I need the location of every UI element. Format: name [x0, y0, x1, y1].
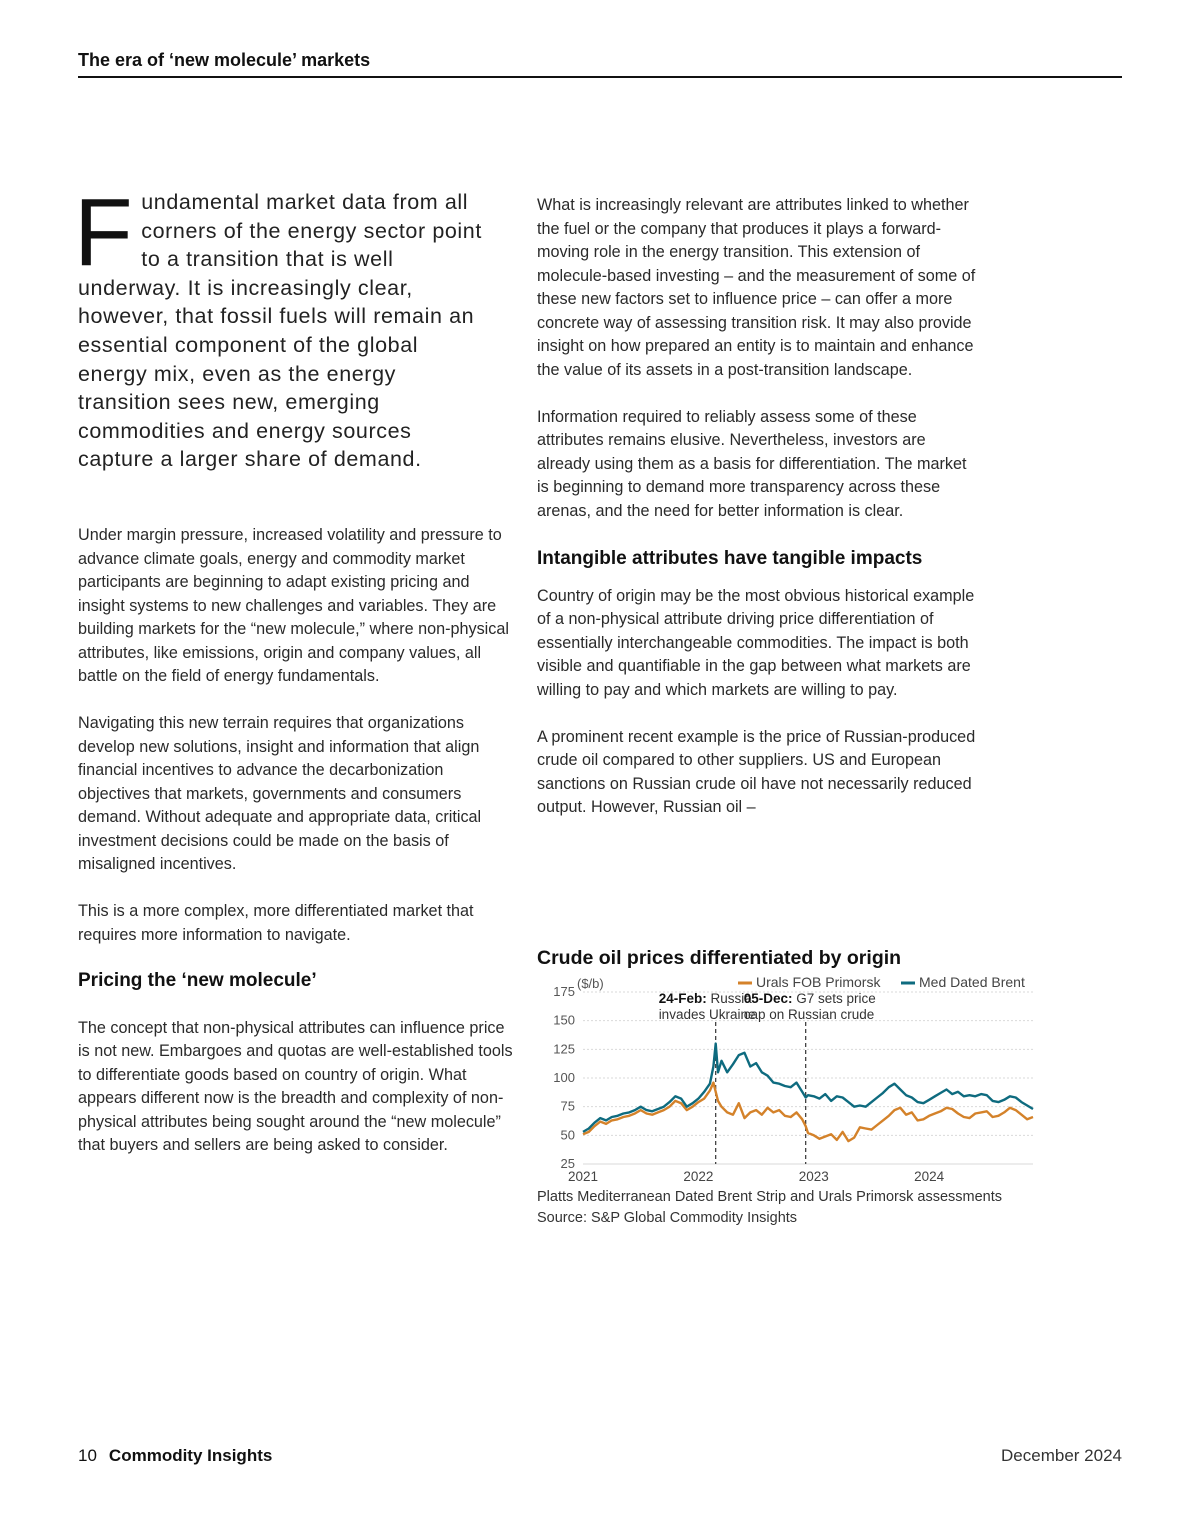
body-paragraph: The concept that non-physical attributes can influence price is not new. Embargoes and quotas are well-established tools to differentiate goods based on country of origin. What appears different now is the breadth and complexity of non-physical attributes being sought around the “new molecule” that buyers and sellers are being asked to consider.: [78, 1018, 513, 1154]
section-title: The era of ‘new molecule’ markets: [78, 50, 371, 70]
x-tick-label: 2023: [798, 1169, 829, 1184]
annotation-label: [659, 991, 753, 1006]
chart-caption: [537, 1187, 1057, 1229]
page-number: 10: [78, 1446, 97, 1465]
right-column: [537, 194, 977, 843]
y-tick-label: 100: [553, 1070, 575, 1085]
annotation-label-line2: cap on Russian crude: [743, 1007, 875, 1022]
annotation-text: G7 sets price: [796, 991, 876, 1006]
body-paragraph: What is increasingly relevant are attributes linked to whether the fuel or the company that produces it plays a forward-moving role in the energy transition. This extension of molecule-based investing – and the measurement of some of these new factors set to influence price – can offer a more concrete way of assessing transition risk. It may also provide insight on how prepared an entity is to maintain and enhance the value of its assets in a post-transition landscape.: [537, 196, 976, 379]
left-column: [78, 524, 518, 1181]
x-tick-label: 2024: [914, 1169, 945, 1184]
footer-left: [78, 1446, 272, 1466]
y-tick-label: 50: [560, 1127, 575, 1143]
lead-paragraph: [74, 179, 488, 474]
annotation-date: 05-Dec:: [743, 991, 797, 1006]
crude-oil-chart: [537, 972, 1047, 1187]
body-paragraph: This is a more complex, more differentiated market that requires more information to navigate.: [78, 902, 474, 944]
chart-caption-text: Platts Mediterranean Dated Brent Strip and Urals Primorsk assessments: [537, 1189, 1002, 1205]
y-tick-label: 150: [553, 1012, 575, 1028]
footer-brand: Commodity Insights: [108, 1446, 273, 1465]
chart-source: Source: S&P Global Commodity Insights: [537, 1210, 798, 1226]
y-tick-label: 25: [560, 1156, 575, 1171]
x-tick-label: 2022: [683, 1169, 714, 1184]
body-paragraph: Under margin pressure, increased volatility and pressure to advance climate goals, energy and commodity market participants are beginning to adapt existing pricing and insight systems to new challenges and variables. They are building markets for the “new molecule,” where non-physical attributes, like emissions, origin and company values, all battle on the field of energy fundamentals.: [78, 526, 509, 685]
x-tick-label: 2021: [567, 1169, 599, 1184]
annotation-date: 24-Feb:: [658, 991, 711, 1006]
lead-text: undamental market data from all corners of the energy sector point to a transition that is well underway. It is increasingly clear, however, that fossil fuels will remain an essential component of the global energy mix, even as the energy transition sees new, emerging commodities and energy sources capture a larger share of demand.: [78, 190, 482, 472]
y-tick-label: 125: [553, 1041, 575, 1057]
footer-date: December 2024: [1001, 1446, 1122, 1465]
dropcap: F: [74, 179, 134, 286]
annotation-label-line2: invades Ukraine: [658, 1007, 756, 1022]
body-paragraph: Country of origin may be the most obvious historical example of a non-physical attribute driving price differentiation of essentially interchangeable commodities. The impact is both visible and quantifiable in the gap between what markets are willing to pay and which markets are willing to pay.: [537, 586, 975, 699]
legend-label: Urals FOB Primorsk: [756, 974, 881, 990]
y-axis-label: ($/b): [577, 976, 604, 991]
y-tick-label: 75: [560, 1098, 575, 1114]
annotation-label: [744, 991, 876, 1006]
y-tick-label: 175: [553, 984, 575, 999]
header-rule: [78, 76, 1122, 78]
series-line-brent: [583, 1044, 1033, 1132]
body-paragraph: Navigating this new terrain requires that organizations develop new solutions, insight and information that align financial incentives to advance the decarbonization objectives that markets, governments and consumers demand. Without adequate and appropriate data, critical investment decisions could be made on the basis of misaligned incentives.: [78, 714, 482, 873]
annotation-text: Russia: [710, 991, 752, 1006]
legend-label: Med Dated Brent: [919, 974, 1025, 990]
chart-block: [537, 946, 1037, 1226]
body-paragraph: Information required to reliably assess some of these attributes remains elusive. Nevertheless, investors are already using them as a basis for differentiation. The market is beginning to demand more transparency across these arenas, and the need for better information is clear.: [537, 407, 967, 520]
chart-title: Crude oil prices differentiated by origin: [537, 947, 902, 969]
body-paragraph: A prominent recent example is the price of Russian-produced crude oil compared to other suppliers. US and European sanctions on Russian crude oil have not necessarily reduced output. However, Russian oil –: [537, 727, 976, 816]
subheading-pricing: Pricing the ‘new molecule’: [78, 969, 317, 991]
subheading-intangible: Intangible attributes have tangible impacts: [537, 547, 923, 569]
